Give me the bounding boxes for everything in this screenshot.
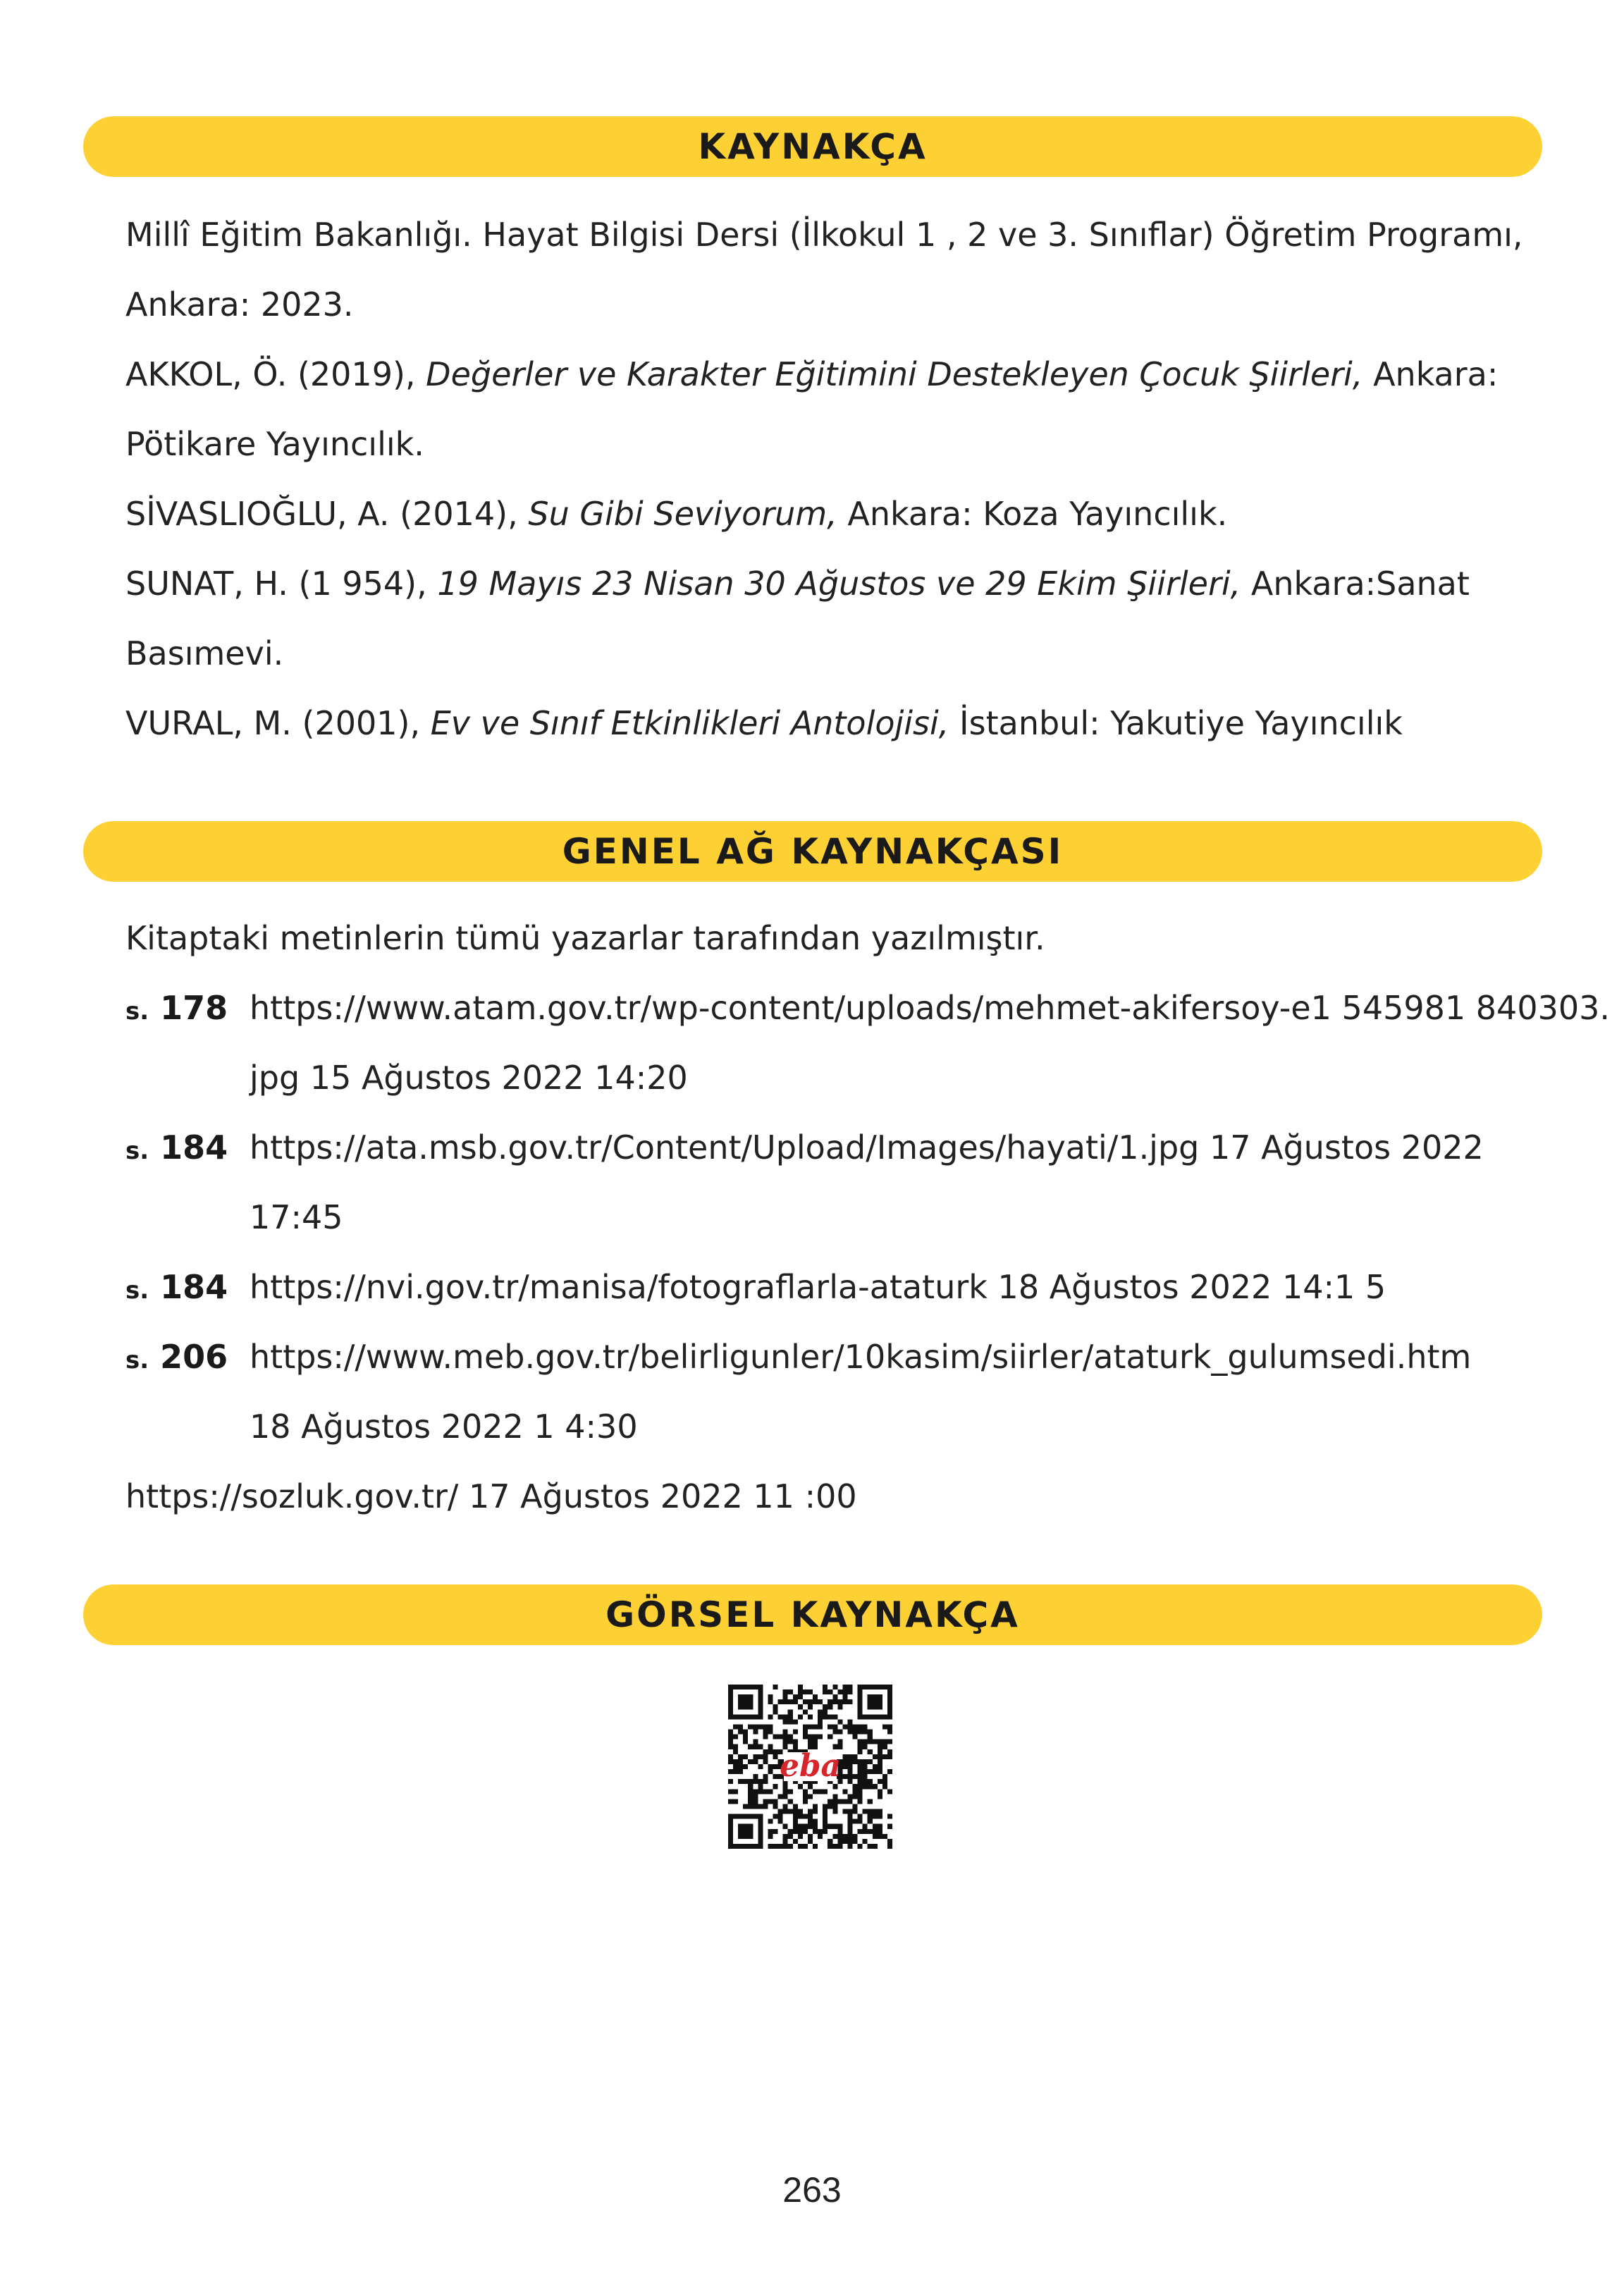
section-title: GÖRSEL KAYNAKÇA <box>605 1594 1020 1635</box>
web-source-link[interactable]: https://www.atam.gov.tr/wp-content/uploads/mehmet-akifersoy-e1 545981 840303. <box>250 989 1611 1027</box>
eba-logo: eba <box>780 1747 841 1784</box>
web-source-link[interactable]: https://www.meb.gov.tr/belirligunler/10kasim/siirler/ataturk_gulumsedi.htm <box>250 1338 1472 1376</box>
book-title: Değerler ve Karakter Eğitimini Destekleyen Çocuk Şiirleri, <box>426 355 1363 393</box>
reference-line: SUNAT, H. (1 954), 19 Mayıs 23 Nisan 30 Ağustos ve 29 Ekim Şiirleri, Ankara:Sanat <box>125 565 1470 603</box>
book-title: Su Gibi Seviyorum, <box>528 495 837 533</box>
web-source-link[interactable]: https://nvi.gov.tr/manisa/fotograflarla-ataturk 18 Ağustos 2022 14:1 5 <box>250 1268 1386 1306</box>
page-number: 263 <box>782 2170 842 2210</box>
reference-line: SİVASLIOĞLU, A. (2014), Su Gibi Seviyorum, Ankara: Koza Yayıncılık. <box>125 495 1228 533</box>
page-ref: s. 178 <box>125 989 228 1027</box>
book-title: Ev ve Sınıf Etkinlikleri Antolojisi, <box>430 704 949 742</box>
web-source-date: jpg 15 Ağustos 2022 14:20 <box>250 1059 688 1097</box>
reference-line: Basımevi. <box>125 634 284 672</box>
section-header-kaynakca <box>83 116 1542 177</box>
web-source-link[interactable]: https://sozluk.gov.tr/ 17 Ağustos 2022 11 :00 <box>125 1477 857 1515</box>
page-ref: s. 184 <box>125 1128 228 1166</box>
section-header-genel-ag <box>83 821 1542 882</box>
reference-line: Millî Eğitim Bakanlığı. Hayat Bilgisi Dersi (İlkokul 1 , 2 ve 3. Sınıflar) Öğretim Programı, <box>125 216 1523 254</box>
web-source-date: 17:45 <box>250 1198 343 1236</box>
book-title: 19 Mayıs 23 Nisan 30 Ağustos ve 29 Ekim Şiirleri, <box>437 565 1241 603</box>
reference-line: AKKOL, Ö. (2019), Değerler ve Karakter Eğitimini Destekleyen Çocuk Şiirleri, Ankara: <box>125 355 1499 393</box>
intro-text: Kitaptaki metinlerin tümü yazarlar tarafından yazılmıştır. <box>125 919 1045 957</box>
page-ref: s. 184 <box>125 1268 228 1306</box>
reference-line: Ankara: 2023. <box>125 285 354 324</box>
eba-qr-code-icon[interactable] <box>728 1685 892 1849</box>
reference-line: Pötikare Yayıncılık. <box>125 425 424 463</box>
web-source-link[interactable]: https://ata.msb.gov.tr/Content/Upload/Images/hayati/1.jpg 17 Ağustos 2022 <box>250 1128 1484 1166</box>
section-header-gorsel <box>83 1584 1542 1645</box>
reference-line: VURAL, M. (2001), Ev ve Sınıf Etkinlikleri Antolojisi, İstanbul: Yakutiye Yayıncılık <box>125 704 1403 742</box>
web-source-date: 18 Ağustos 2022 1 4:30 <box>250 1408 638 1446</box>
section-title: KAYNAKÇA <box>698 126 928 167</box>
section-title: GENEL AĞ KAYNAKÇASI <box>562 831 1064 872</box>
page-ref: s. 206 <box>125 1338 228 1376</box>
